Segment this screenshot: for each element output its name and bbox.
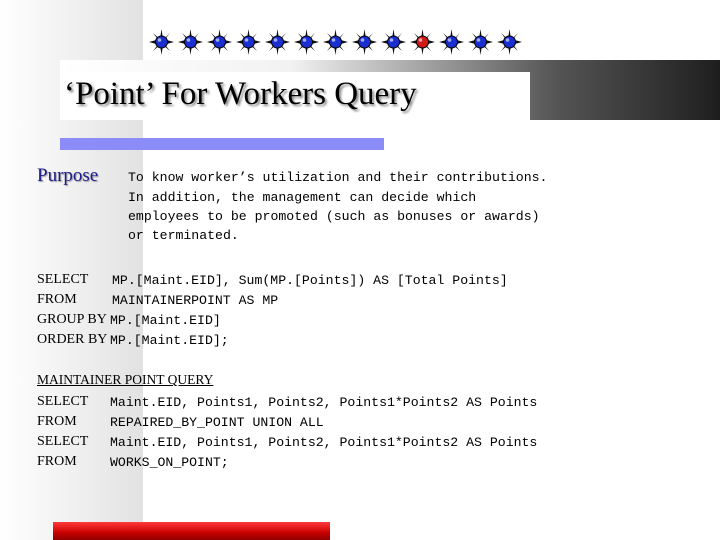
blue-dot-icon <box>176 28 205 56</box>
query1-keyword: SELECT <box>37 272 89 287</box>
query1-keyword: GROUP BY <box>37 312 107 327</box>
purpose-line: employees to be promoted (such as bonuses or awards) <box>128 209 540 224</box>
blue-dot-icon <box>321 28 350 56</box>
query2-clause: Maint.EID, Points1, Points2, Points1*Points2 AS Points <box>110 395 538 410</box>
blue-dot-icon <box>379 28 408 56</box>
dot-ornament-row <box>147 28 524 56</box>
query2-clause: REPAIRED_BY_POINT UNION ALL <box>110 415 324 430</box>
purpose-line: or terminated. <box>128 228 239 243</box>
query1-clause: MP.[Maint.EID] <box>110 313 221 328</box>
query1-clause: MAINTAINERPOINT AS MP <box>112 293 279 308</box>
red-dot-icon <box>408 28 437 56</box>
purpose-label: Purpose <box>37 165 99 186</box>
query2-keyword: SELECT <box>37 394 89 409</box>
blue-dot-icon <box>147 28 176 56</box>
blue-dot-icon <box>466 28 495 56</box>
query2-keyword: SELECT <box>37 434 89 449</box>
blue-dot-icon <box>350 28 379 56</box>
query1-keyword: ORDER BY <box>37 332 108 347</box>
slide-title: ‘Point’ For Workers Query <box>64 76 417 112</box>
blue-dot-icon <box>437 28 466 56</box>
blue-dot-icon <box>205 28 234 56</box>
blue-dot-icon <box>495 28 524 56</box>
query2-keyword: FROM <box>37 454 77 469</box>
blue-dot-icon <box>292 28 321 56</box>
query2-keyword: FROM <box>37 414 77 429</box>
query1-clause: MP.[Maint.EID]; <box>110 333 229 348</box>
query2-clause: Maint.EID, Points1, Points2, Points1*Points2 AS Points <box>110 435 538 450</box>
query1-keyword: FROM <box>37 292 77 307</box>
blue-dot-icon <box>234 28 263 56</box>
accent-bar <box>60 138 384 150</box>
purpose-line: In addition, the management can decide which <box>128 190 477 205</box>
query2-title: MAINTAINER POINT QUERY <box>37 372 214 387</box>
query1-clause: MP.[Maint.EID], Sum(MP.[Points]) AS [Total Points] <box>112 273 508 288</box>
bottom-accent-bar <box>53 522 330 540</box>
blue-dot-icon <box>263 28 292 56</box>
query2-clause: WORKS_ON_POINT; <box>110 455 229 470</box>
purpose-line: To know worker’s utilization and their contributions. <box>128 170 548 185</box>
